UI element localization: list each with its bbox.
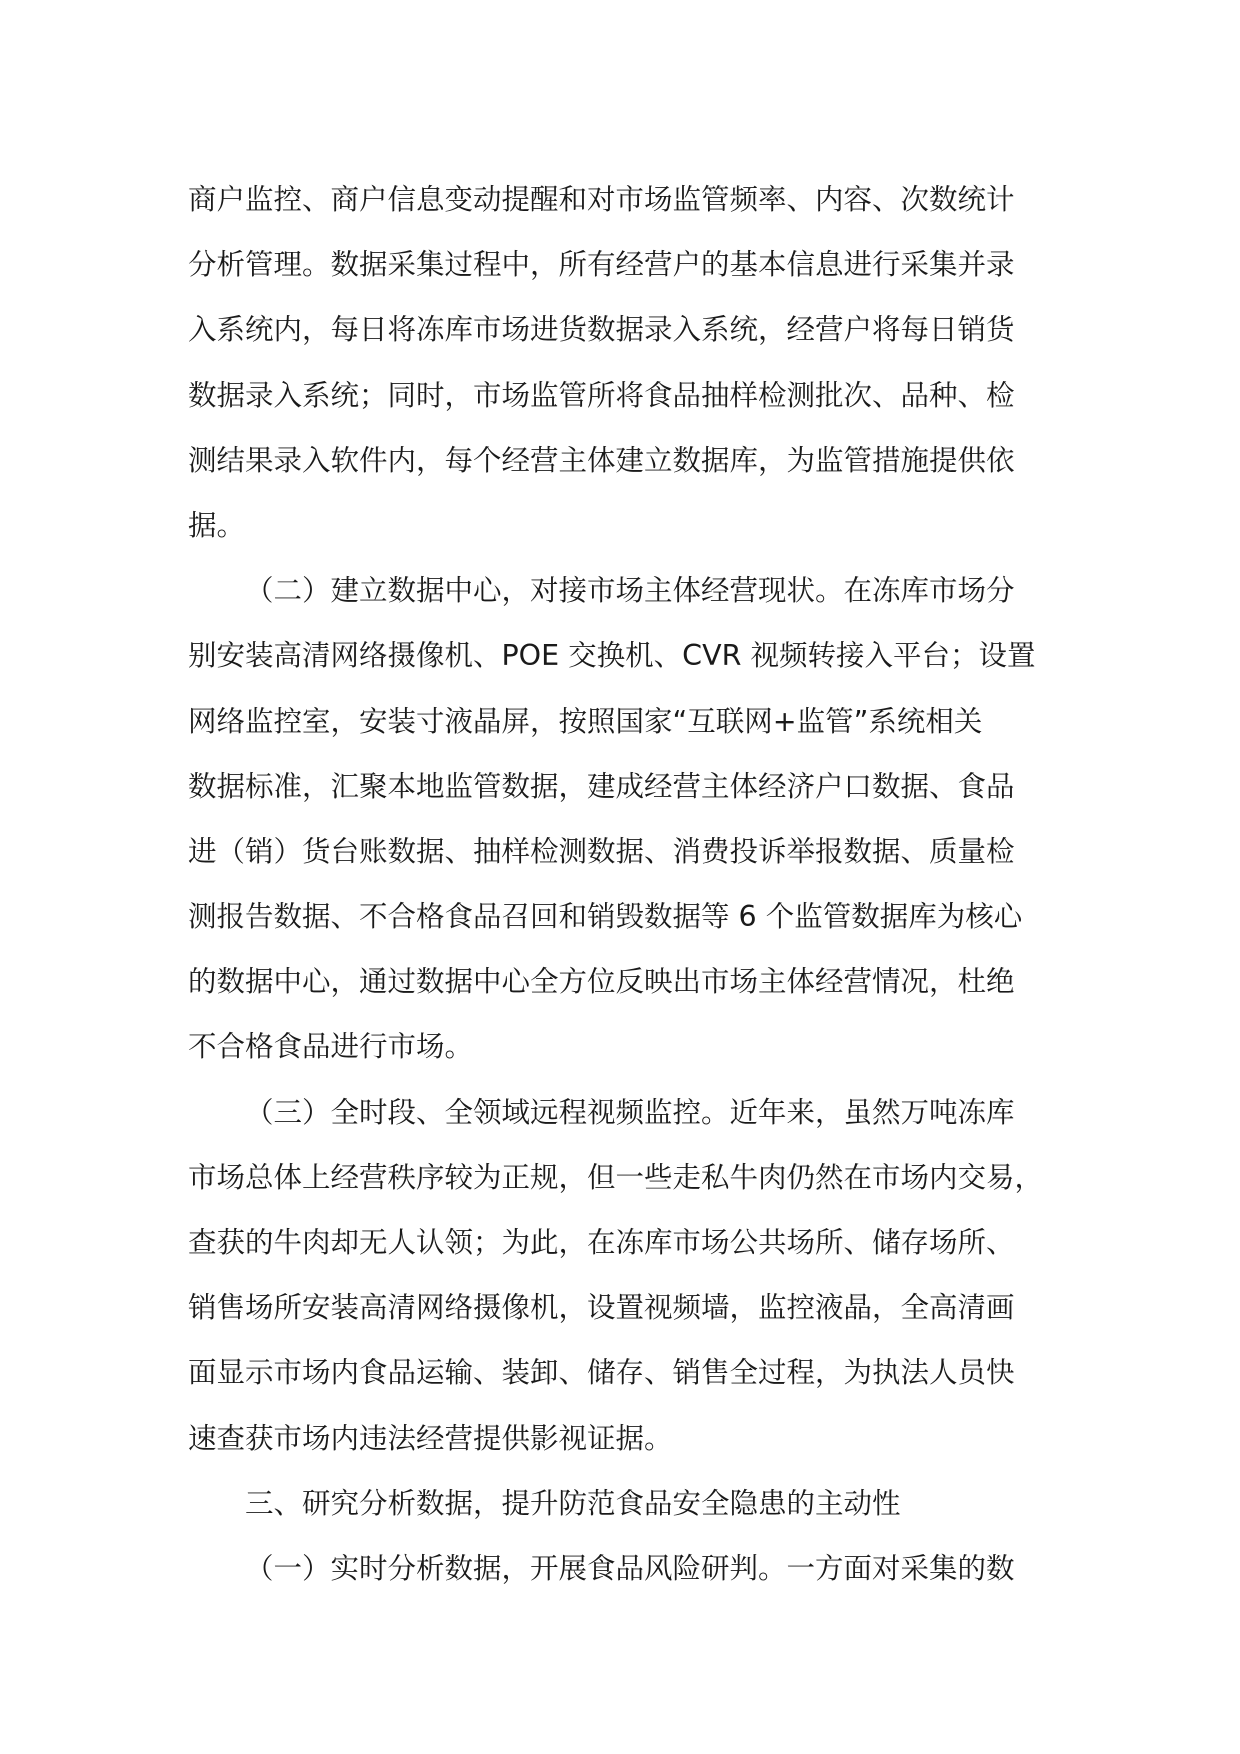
text-line: 网络监控室，安装寸液晶屏，按照国家“互联网+监管”系统相关 [188, 704, 983, 738]
text-line: 别安装高清网络摄像机、POE 交换机、CVR 视频转接入平台；设置 [188, 639, 1036, 673]
text-line: （二）建立数据中心，对接市场主体经营现状。在冻库市场分 [245, 574, 1015, 608]
text-line: 查获的牛肉却无人认领；为此，在冻库市场公共场所、储存场所、 [188, 1226, 1015, 1259]
text-line: （一）实时分析数据，开展食品风险研判。一方面对采集的数 [245, 1551, 1015, 1585]
text-line: 测报告数据、不合格食品召回和销毁数据等 6 个监管数据库为核心 [188, 900, 1023, 934]
text-line: 不合格食品进行市场。 [188, 1030, 474, 1064]
text-line: 进（销）货台账数据、抽样检测数据、消费投诉举报数据、质量检 [188, 834, 1015, 868]
text-line: （三）全时段、全领域远程视频监控。近年来，虽然万吨冻库 [245, 1095, 1015, 1129]
text-line: 市场总体上经营秩序较为正规，但一些走私牛肉仍然在市场内交易， [188, 1160, 1044, 1194]
text-line: 入系统内，每日将冻库市场进货数据录入系统，经营户将每日销货 [188, 313, 1015, 347]
text-line: 的数据中心，通过数据中心全方位反映出市场主体经营情况，杜绝 [188, 965, 1015, 999]
text-line: 测结果录入软件内，每个经营主体建立数据库，为监管措施提供依 [188, 443, 1015, 477]
document-body [188, 167, 1068, 1601]
text-line: 三、研究分析数据，提升防范食品安全隐患的主动性 [245, 1486, 901, 1520]
text-line: 速查获市场内违法经营提供影视证据。 [188, 1421, 673, 1455]
text-line: 数据标准，汇聚本地监管数据，建成经营主体经济户口数据、食品 [188, 769, 1015, 803]
text-line: 据。 [188, 508, 246, 542]
text-line: 销售场所安装高清网络摄像机，设置视频墙，监控液晶，全高清画 [188, 1291, 1015, 1325]
text-line: 分析管理。数据采集过程中，所有经营户的基本信息进行采集并录 [188, 248, 1015, 282]
text-line: 数据录入系统；同时，市场监管所将食品抽样检测批次、品种、检 [188, 378, 1015, 412]
text-line: 商户监控、商户信息变动提醒和对市场监管频率、内容、次数统计 [188, 183, 1015, 216]
text-line: 面显示市场内食品运输、装卸、储存、销售全过程，为执法人员快 [188, 1356, 1015, 1390]
